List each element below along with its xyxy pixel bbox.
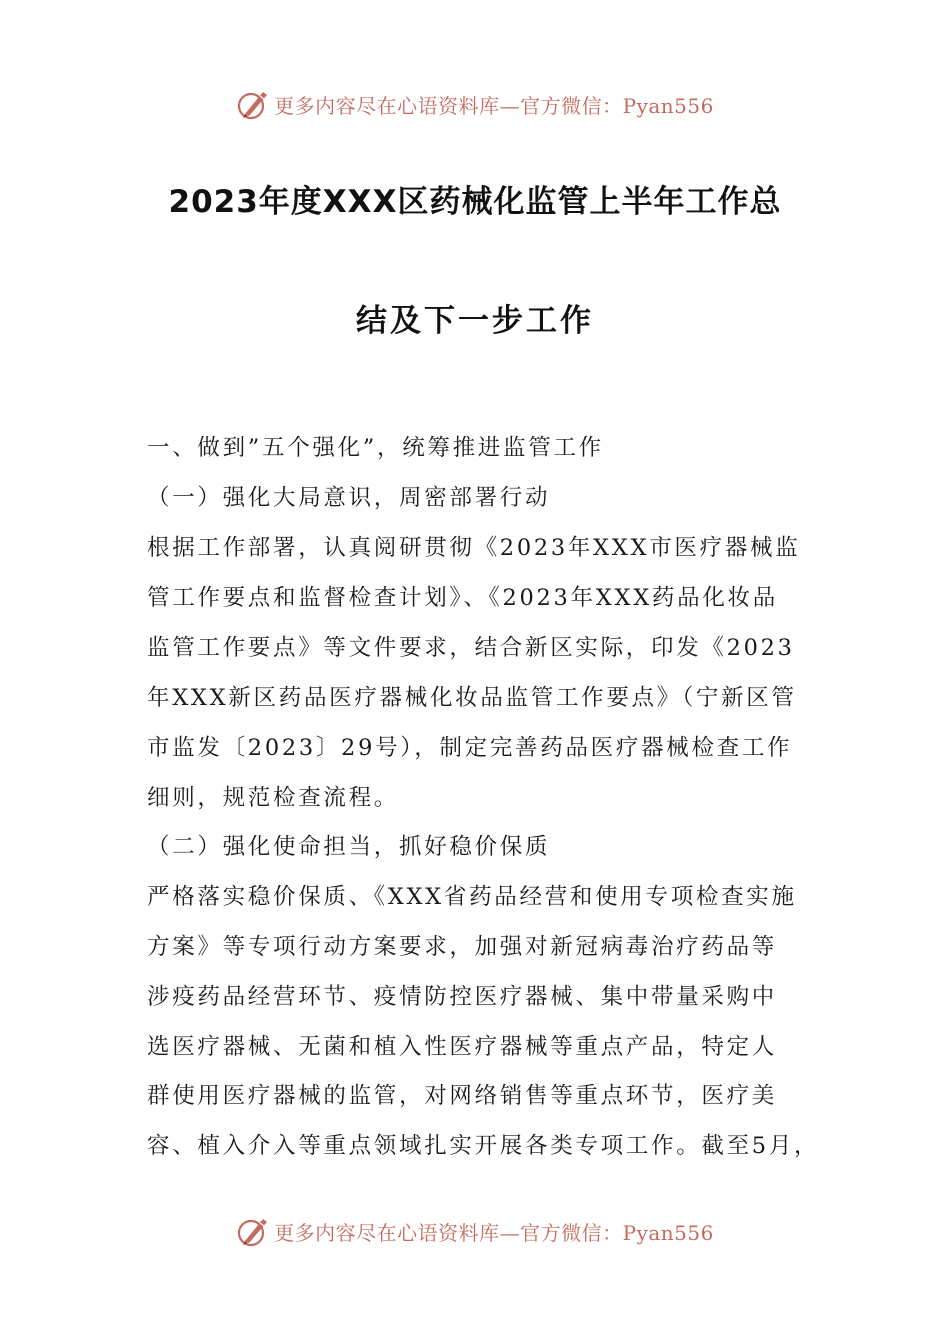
paragraph-line: 监管工作要点》等文件要求，结合新区实际，印发《2023 — [147, 635, 795, 661]
watermark-footer — [0, 1211, 950, 1251]
subheading-1: （一）强化大局意识，周密部署行动 — [147, 485, 551, 511]
paragraph-line: 容、植入介入等重点领域扎实开展各类专项工作。截至5月， — [147, 1133, 820, 1159]
paragraph-line: 涉疫药品经营环节、疫情防控医疗器械、集中带量采购中 — [147, 984, 778, 1010]
document-title-line-2: 结及下一步工作 — [356, 303, 594, 339]
paragraph-line: 市监发〔2023〕29号），制定完善药品医疗器械检查工作 — [147, 735, 793, 761]
paragraph-line: 根据工作部署，认真阅研贯彻《2023年XXX市医疗器械监 — [147, 535, 801, 561]
paragraph-line: 严格落实稳价保质、《XXX省药品经营和使用专项检查实施 — [147, 884, 797, 910]
paragraph-line: 管工作要点和监督检查计划》、《2023年XXX药品化妆品 — [147, 585, 778, 611]
watermark-header — [0, 84, 950, 124]
pen-logo-icon — [236, 87, 270, 121]
paragraph-line: 选医疗器械、无菌和植入性医疗器械等重点产品，特定人 — [147, 1034, 778, 1060]
heading-section-1: 一、做到”五个强化”，统筹推进监管工作 — [147, 435, 604, 461]
subheading-2: （二）强化使命担当，抓好稳价保质 — [147, 834, 551, 860]
paragraph-line: 年XXX新区药品医疗器械化妆品监管工作要点》（宁新区管 — [147, 685, 797, 711]
paragraph-line: 细则，规范检查流程。 — [147, 785, 400, 811]
paragraph-line: 方案》等专项行动方案要求，加强对新冠病毒治疗药品等 — [147, 934, 778, 960]
pen-logo-icon — [236, 1214, 270, 1248]
watermark-text: 更多内容尽在心语资料库—官方微信：Pyan556 — [274, 1220, 714, 1245]
document-title-line-1: 2023年度XXX区药械化监管上半年工作总 — [168, 184, 782, 220]
watermark-text: 更多内容尽在心语资料库—官方微信：Pyan556 — [274, 93, 714, 118]
paragraph-line: 群使用医疗器械的监管，对网络销售等重点环节，医疗美 — [147, 1083, 778, 1109]
